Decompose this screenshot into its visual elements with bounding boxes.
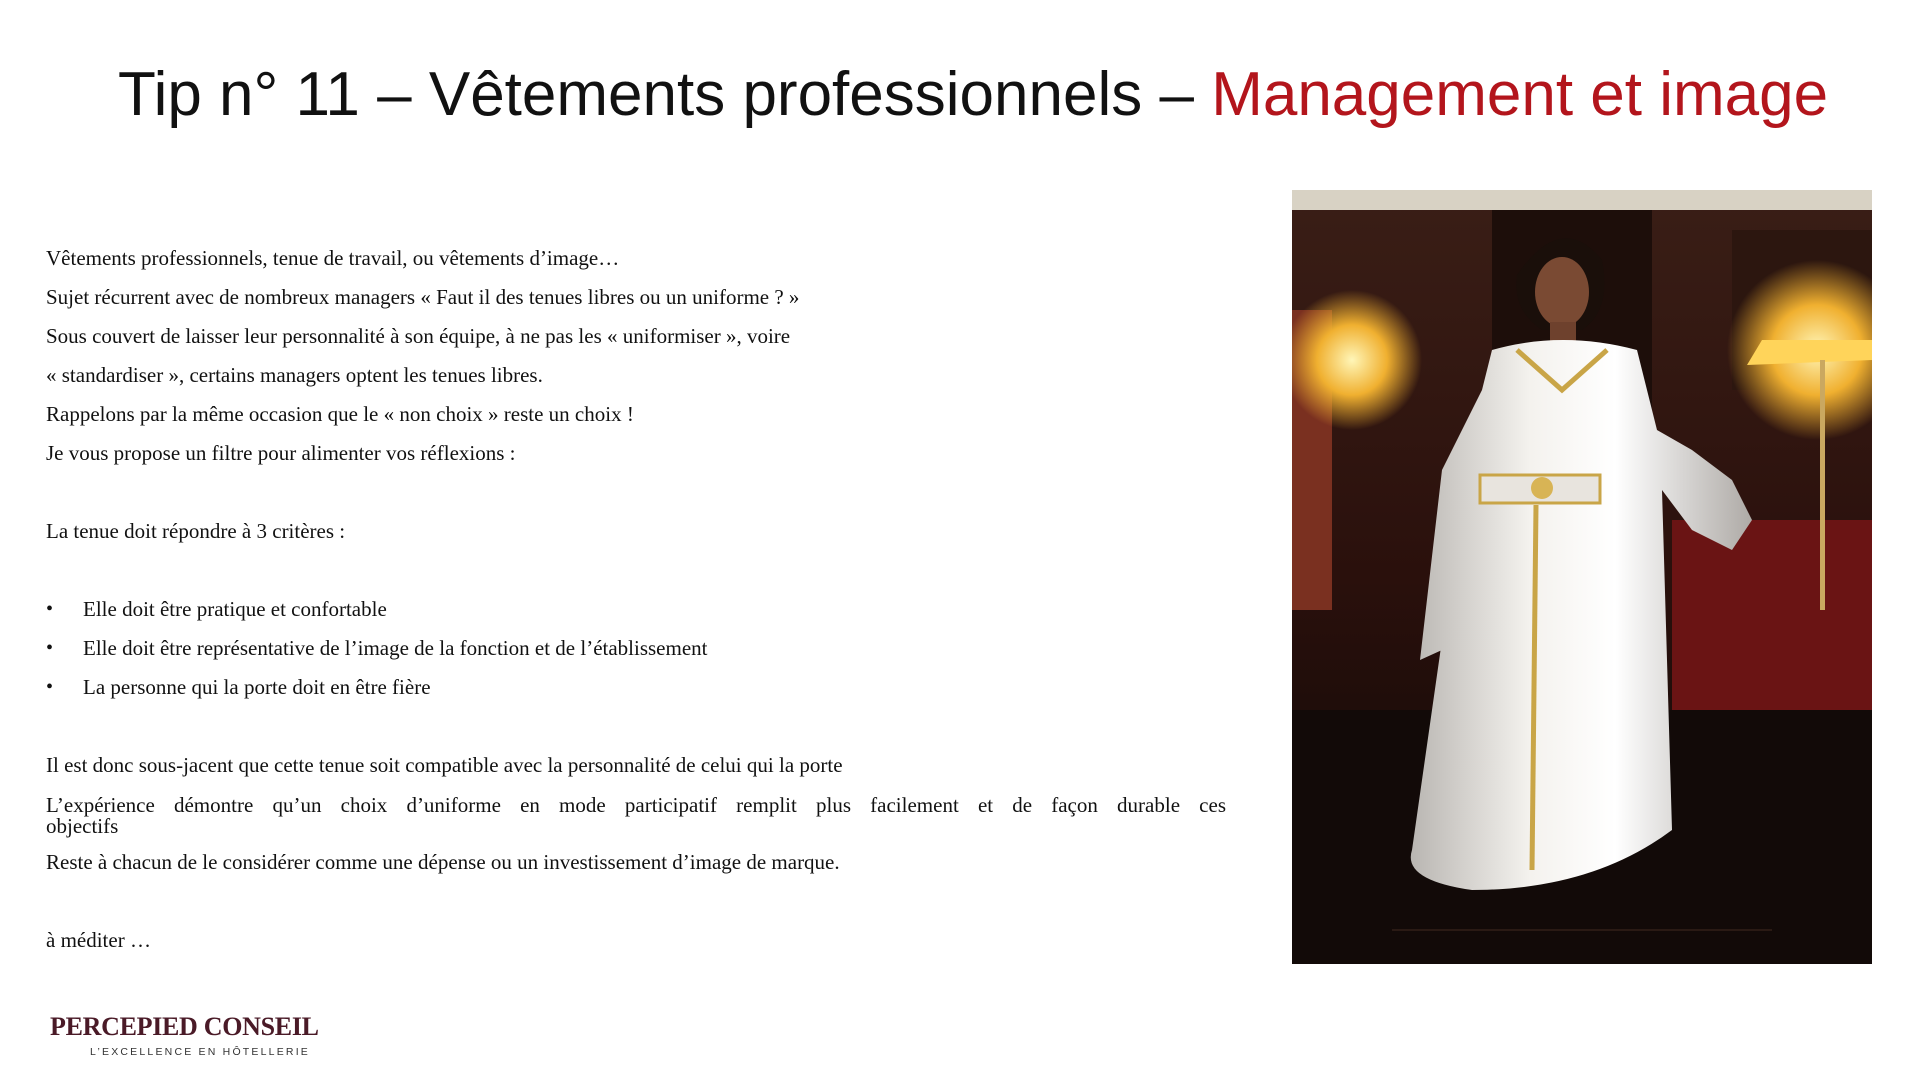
list-item [46, 590, 1226, 629]
spacer [46, 707, 1226, 746]
spacer [46, 473, 1226, 512]
conclusion-line: L’expérience démontre qu’un choix d’uniforme en mode participatif remplit plus facilement et de façon durable ces [46, 793, 1226, 817]
criteria-list [46, 590, 1226, 707]
bullet-text: Elle doit être pratique et confortable [83, 597, 387, 621]
spacer [46, 882, 1226, 921]
bullet-text: Elle doit être représentative de l’image de la fonction et de l’établissement [83, 636, 708, 660]
intro-line: Je vous propose un filtre pour alimenter vos réflexions : [46, 441, 516, 465]
caftan-photo [1292, 190, 1872, 964]
intro-line: « standardiser », certains managers optent les tenues libres. [46, 363, 543, 387]
intro-line: Rappelons par la même occasion que le « non choix » reste un choix ! [46, 402, 634, 426]
conclusion-line: Il est donc sous-jacent que cette tenue soit compatible avec la personnalité de celui qui la porte [46, 753, 843, 777]
intro-line: Sujet récurrent avec de nombreux managers « Faut il des tenues libres ou un uniforme ? » [46, 285, 800, 309]
bullet-icon: • [46, 598, 54, 620]
criteria-heading: La tenue doit répondre à 3 critères : [46, 519, 346, 543]
logo-tagline: L’EXCELLENCE EN HÔTELLERIE [90, 1046, 311, 1058]
slide-body [46, 239, 1226, 960]
intro-line: Sous couvert de laisser leur personnalité à son équipe, à ne pas les « uniformiser », voire [46, 324, 791, 348]
conclusion-line: Reste à chacun de le considérer comme une dépense ou un investissement d’image de marque. [46, 850, 840, 874]
logo-name: PERCEPIED CONSEIL [50, 1012, 319, 1041]
bullet-icon: • [46, 676, 54, 698]
bullet-icon: • [46, 637, 54, 659]
list-item [46, 668, 1226, 707]
conclusion-line-tail: objectifs [46, 814, 119, 838]
closing-line: à méditer … [46, 928, 151, 952]
title-highlight: Management et image [1211, 60, 1829, 129]
bullet-text: La personne qui la porte doit en être fière [83, 675, 431, 699]
slide-title [118, 55, 1829, 135]
photo-illustration [1292, 190, 1872, 964]
company-logo [50, 1012, 370, 1072]
intro-line: Vêtements professionnels, tenue de travail, ou vêtements d’image… [46, 246, 620, 270]
list-item [46, 629, 1226, 668]
spacer [46, 551, 1226, 590]
title-prefix: Tip n° 11 – Vêtements professionnels – [118, 60, 1212, 129]
